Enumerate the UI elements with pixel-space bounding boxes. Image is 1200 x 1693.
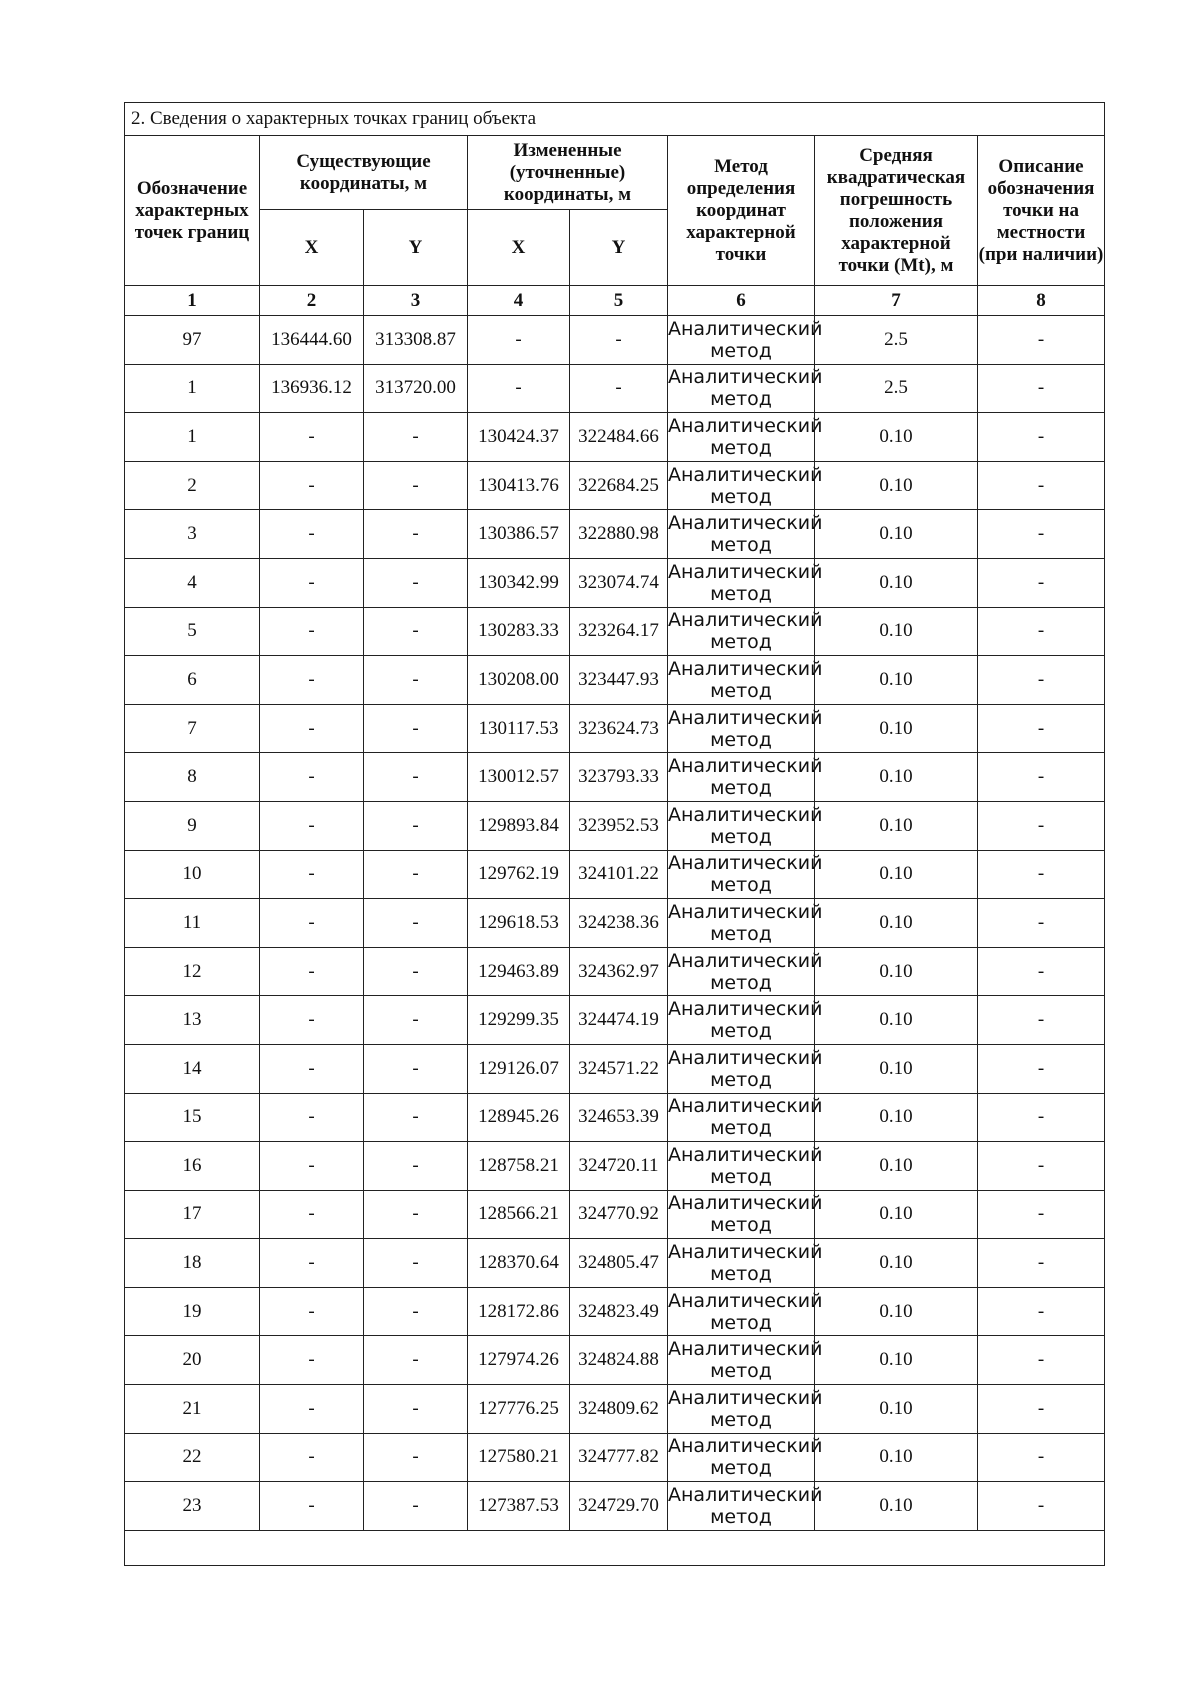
table-row [125, 801, 1105, 850]
changed-y-cell: - [570, 364, 668, 413]
mean-error-cell: 0.10 [815, 558, 978, 607]
mean-error-cell: 0.10 [815, 1482, 978, 1531]
column-number: 5 [570, 286, 668, 316]
point-id-cell: 6 [125, 656, 260, 705]
point-id-cell: 18 [125, 1239, 260, 1288]
existing-x-cell: - [260, 1044, 364, 1093]
point-id-cell: 8 [125, 753, 260, 802]
existing-y-cell: - [364, 413, 468, 462]
point-id-cell: 20 [125, 1336, 260, 1385]
changed-x-cell: 128566.21 [468, 1190, 570, 1239]
description-cell: - [978, 1142, 1105, 1191]
point-id-cell: 16 [125, 1142, 260, 1191]
point-id-cell: 2 [125, 461, 260, 510]
existing-y-cell: - [364, 753, 468, 802]
document-page [124, 102, 1104, 1566]
changed-y-cell: 324571.22 [570, 1044, 668, 1093]
table-row [125, 510, 1105, 559]
mean-error-cell: 0.10 [815, 607, 978, 656]
existing-x-cell: - [260, 1385, 364, 1434]
changed-x-cell: 130386.57 [468, 510, 570, 559]
changed-x-cell: 130117.53 [468, 704, 570, 753]
changed-y-cell: - [570, 316, 668, 365]
mean-error-cell: 0.10 [815, 413, 978, 462]
mean-error-cell: 0.10 [815, 850, 978, 899]
existing-x-cell: - [260, 947, 364, 996]
changed-y-cell: 324101.22 [570, 850, 668, 899]
existing-x-cell: - [260, 461, 364, 510]
existing-y-cell: - [364, 1142, 468, 1191]
mean-error-cell: 0.10 [815, 1190, 978, 1239]
changed-x-cell: 130208.00 [468, 656, 570, 705]
changed-y-cell: 322484.66 [570, 413, 668, 462]
mean-error-cell: 0.10 [815, 899, 978, 948]
point-id-cell: 1 [125, 413, 260, 462]
changed-y-cell: 324653.39 [570, 1093, 668, 1142]
point-id-cell: 22 [125, 1433, 260, 1482]
description-cell: - [978, 364, 1105, 413]
existing-y-cell: - [364, 1482, 468, 1531]
changed-y-cell: 322880.98 [570, 510, 668, 559]
table-row [125, 558, 1105, 607]
point-id-cell: 10 [125, 850, 260, 899]
column-number: 2 [260, 286, 364, 316]
mean-error-cell: 0.10 [815, 510, 978, 559]
existing-x-cell: - [260, 704, 364, 753]
changed-x-cell: 129762.19 [468, 850, 570, 899]
existing-y-cell: - [364, 1044, 468, 1093]
mean-error-cell: 0.10 [815, 996, 978, 1045]
method-cell: Аналитический метод [668, 704, 815, 753]
changed-y-cell: 324474.19 [570, 996, 668, 1045]
changed-y-cell: 324777.82 [570, 1433, 668, 1482]
method-cell: Аналитический метод [668, 607, 815, 656]
mean-error-cell: 0.10 [815, 1239, 978, 1288]
changed-y-cell: 324720.11 [570, 1142, 668, 1191]
existing-x-cell: - [260, 1142, 364, 1191]
changed-x-cell: 129618.53 [468, 899, 570, 948]
column-number: 1 [125, 286, 260, 316]
mean-error-cell: 0.10 [815, 1044, 978, 1093]
method-cell: Аналитический метод [668, 364, 815, 413]
changed-y-cell: 324362.97 [570, 947, 668, 996]
table-row [125, 413, 1105, 462]
existing-x-cell: - [260, 1287, 364, 1336]
method-cell: Аналитический метод [668, 1482, 815, 1531]
existing-x-cell: - [260, 801, 364, 850]
point-id-cell: 12 [125, 947, 260, 996]
header-mean-error: Средняя квадратическая погрешность положения характерной точки (Mt), м [815, 136, 978, 286]
point-id-cell: 4 [125, 558, 260, 607]
table-row [125, 364, 1105, 413]
table-row [125, 753, 1105, 802]
existing-x-cell: - [260, 1433, 364, 1482]
method-cell: Аналитический метод [668, 1044, 815, 1093]
table-row [125, 947, 1105, 996]
point-id-cell: 13 [125, 996, 260, 1045]
method-cell: Аналитический метод [668, 510, 815, 559]
description-cell: - [978, 1287, 1105, 1336]
table-row [125, 607, 1105, 656]
mean-error-cell: 0.10 [815, 801, 978, 850]
existing-x-cell: - [260, 413, 364, 462]
existing-x-cell: - [260, 899, 364, 948]
table-body [125, 316, 1105, 1531]
existing-y-cell: - [364, 1385, 468, 1434]
point-id-cell: 5 [125, 607, 260, 656]
description-cell: - [978, 1044, 1105, 1093]
method-cell: Аналитический метод [668, 1385, 815, 1434]
mean-error-cell: 0.10 [815, 1433, 978, 1482]
existing-x-cell: - [260, 996, 364, 1045]
description-cell: - [978, 850, 1105, 899]
point-id-cell: 3 [125, 510, 260, 559]
method-cell: Аналитический метод [668, 1190, 815, 1239]
description-cell: - [978, 1239, 1105, 1288]
existing-y-cell: - [364, 1287, 468, 1336]
description-cell: - [978, 753, 1105, 802]
existing-y-cell: - [364, 510, 468, 559]
header-changed-coords: Измененные (уточненные) координаты, м [468, 136, 668, 210]
header-method: Метод определения координат характерной точки [668, 136, 815, 286]
table-row [125, 1142, 1105, 1191]
changed-y-cell: 324824.88 [570, 1336, 668, 1385]
changed-x-cell: 129299.35 [468, 996, 570, 1045]
mean-error-cell: 0.10 [815, 1287, 978, 1336]
method-cell: Аналитический метод [668, 801, 815, 850]
point-id-cell: 7 [125, 704, 260, 753]
mean-error-cell: 2.5 [815, 364, 978, 413]
existing-x-cell: - [260, 607, 364, 656]
changed-y-cell: 324729.70 [570, 1482, 668, 1531]
header-designation: Обозначение характерных точек границ [125, 136, 260, 286]
changed-y-cell: 323447.93 [570, 656, 668, 705]
description-cell: - [978, 316, 1105, 365]
changed-y-cell: 323074.74 [570, 558, 668, 607]
existing-x-cell: - [260, 558, 364, 607]
changed-x-cell: 127580.21 [468, 1433, 570, 1482]
mean-error-cell: 0.10 [815, 656, 978, 705]
description-cell: - [978, 704, 1105, 753]
changed-x-cell: 129463.89 [468, 947, 570, 996]
existing-x-cell: 136936.12 [260, 364, 364, 413]
changed-x-cell: 127974.26 [468, 1336, 570, 1385]
table-row [125, 1287, 1105, 1336]
description-cell: - [978, 947, 1105, 996]
changed-x-cell: 130283.33 [468, 607, 570, 656]
changed-x-cell: 130342.99 [468, 558, 570, 607]
description-cell: - [978, 461, 1105, 510]
changed-y-cell: 323952.53 [570, 801, 668, 850]
header-existing-x: X [260, 210, 364, 286]
mean-error-cell: 0.10 [815, 1093, 978, 1142]
description-cell: - [978, 801, 1105, 850]
existing-x-cell: - [260, 1482, 364, 1531]
existing-y-cell: - [364, 558, 468, 607]
existing-x-cell: - [260, 753, 364, 802]
existing-y-cell: - [364, 947, 468, 996]
point-id-cell: 19 [125, 1287, 260, 1336]
existing-y-cell: - [364, 801, 468, 850]
changed-x-cell: 129893.84 [468, 801, 570, 850]
existing-x-cell: - [260, 1336, 364, 1385]
column-number: 6 [668, 286, 815, 316]
changed-x-cell: 128758.21 [468, 1142, 570, 1191]
table-row [125, 656, 1105, 705]
method-cell: Аналитический метод [668, 1287, 815, 1336]
method-cell: Аналитический метод [668, 413, 815, 462]
changed-x-cell: 128370.64 [468, 1239, 570, 1288]
changed-x-cell: - [468, 364, 570, 413]
mean-error-cell: 0.10 [815, 1336, 978, 1385]
table-row [125, 1190, 1105, 1239]
description-cell: - [978, 899, 1105, 948]
column-number: 4 [468, 286, 570, 316]
method-cell: Аналитический метод [668, 656, 815, 705]
table-row [125, 899, 1105, 948]
header-description: Описание обозначения точки на местности (при наличии) [978, 136, 1105, 286]
method-cell: Аналитический метод [668, 850, 815, 899]
mean-error-cell: 0.10 [815, 947, 978, 996]
description-cell: - [978, 1093, 1105, 1142]
changed-x-cell: 130012.57 [468, 753, 570, 802]
changed-y-cell: 324770.92 [570, 1190, 668, 1239]
point-id-cell: 9 [125, 801, 260, 850]
description-cell: - [978, 996, 1105, 1045]
column-number: 7 [815, 286, 978, 316]
description-cell: - [978, 413, 1105, 462]
method-cell: Аналитический метод [668, 899, 815, 948]
table-row [125, 316, 1105, 365]
header-changed-y: Y [570, 210, 668, 286]
description-cell: - [978, 1482, 1105, 1531]
existing-x-cell: - [260, 850, 364, 899]
existing-x-cell: - [260, 656, 364, 705]
description-cell: - [978, 558, 1105, 607]
changed-x-cell: 128172.86 [468, 1287, 570, 1336]
existing-x-cell: 136444.60 [260, 316, 364, 365]
method-cell: Аналитический метод [668, 1433, 815, 1482]
point-id-cell: 11 [125, 899, 260, 948]
point-id-cell: 23 [125, 1482, 260, 1531]
existing-y-cell: - [364, 899, 468, 948]
header-existing-y: Y [364, 210, 468, 286]
existing-y-cell: - [364, 1336, 468, 1385]
point-id-cell: 17 [125, 1190, 260, 1239]
table-row [125, 1239, 1105, 1288]
changed-y-cell: 324809.62 [570, 1385, 668, 1434]
existing-x-cell: - [260, 1093, 364, 1142]
method-cell: Аналитический метод [668, 753, 815, 802]
mean-error-cell: 0.10 [815, 753, 978, 802]
description-cell: - [978, 510, 1105, 559]
method-cell: Аналитический метод [668, 316, 815, 365]
header-changed-x: X [468, 210, 570, 286]
existing-x-cell: - [260, 1190, 364, 1239]
table-row [125, 850, 1105, 899]
changed-x-cell: 128945.26 [468, 1093, 570, 1142]
table-row [125, 461, 1105, 510]
existing-y-cell: - [364, 1239, 468, 1288]
table-row [125, 1044, 1105, 1093]
changed-y-cell: 323793.33 [570, 753, 668, 802]
mean-error-cell: 0.10 [815, 1142, 978, 1191]
point-id-cell: 21 [125, 1385, 260, 1434]
point-id-cell: 1 [125, 364, 260, 413]
existing-y-cell: - [364, 656, 468, 705]
description-cell: - [978, 1433, 1105, 1482]
changed-x-cell: 130413.76 [468, 461, 570, 510]
method-cell: Аналитический метод [668, 1093, 815, 1142]
table-row [125, 1385, 1105, 1434]
table-row [125, 1482, 1105, 1531]
changed-x-cell: 127387.53 [468, 1482, 570, 1531]
changed-y-cell: 324805.47 [570, 1239, 668, 1288]
method-cell: Аналитический метод [668, 996, 815, 1045]
mean-error-cell: 0.10 [815, 461, 978, 510]
existing-y-cell: - [364, 1093, 468, 1142]
column-number: 8 [978, 286, 1105, 316]
method-cell: Аналитический метод [668, 461, 815, 510]
table-row [125, 996, 1105, 1045]
mean-error-cell: 2.5 [815, 316, 978, 365]
existing-y-cell: - [364, 461, 468, 510]
method-cell: Аналитический метод [668, 1239, 815, 1288]
description-cell: - [978, 656, 1105, 705]
table-row [125, 1433, 1105, 1482]
description-cell: - [978, 1190, 1105, 1239]
point-id-cell: 97 [125, 316, 260, 365]
header-existing-coords: Существующие координаты, м [260, 136, 468, 210]
empty-footer-row [125, 1530, 1105, 1565]
changed-x-cell: 127776.25 [468, 1385, 570, 1434]
method-cell: Аналитический метод [668, 1336, 815, 1385]
existing-y-cell: - [364, 607, 468, 656]
existing-y-cell: - [364, 704, 468, 753]
changed-x-cell: 130424.37 [468, 413, 570, 462]
point-id-cell: 14 [125, 1044, 260, 1093]
description-cell: - [978, 607, 1105, 656]
existing-y-cell: 313308.87 [364, 316, 468, 365]
method-cell: Аналитический метод [668, 947, 815, 996]
existing-y-cell: - [364, 996, 468, 1045]
changed-x-cell: 129126.07 [468, 1044, 570, 1093]
changed-y-cell: 323624.73 [570, 704, 668, 753]
point-id-cell: 15 [125, 1093, 260, 1142]
table-row [125, 1336, 1105, 1385]
mean-error-cell: 0.10 [815, 1385, 978, 1434]
existing-x-cell: - [260, 510, 364, 559]
existing-x-cell: - [260, 1239, 364, 1288]
existing-y-cell: - [364, 850, 468, 899]
description-cell: - [978, 1385, 1105, 1434]
changed-y-cell: 322684.25 [570, 461, 668, 510]
existing-y-cell: 313720.00 [364, 364, 468, 413]
changed-y-cell: 324238.36 [570, 899, 668, 948]
column-number: 3 [364, 286, 468, 316]
changed-y-cell: 324823.49 [570, 1287, 668, 1336]
changed-x-cell: - [468, 316, 570, 365]
changed-y-cell: 323264.17 [570, 607, 668, 656]
description-cell: - [978, 1336, 1105, 1385]
method-cell: Аналитический метод [668, 558, 815, 607]
table-row [125, 1093, 1105, 1142]
existing-y-cell: - [364, 1190, 468, 1239]
mean-error-cell: 0.10 [815, 704, 978, 753]
table-row [125, 704, 1105, 753]
boundary-points-table [124, 102, 1105, 1566]
method-cell: Аналитический метод [668, 1142, 815, 1191]
table-caption: 2. Сведения о характерных точках границ объекта [125, 103, 1105, 136]
existing-y-cell: - [364, 1433, 468, 1482]
